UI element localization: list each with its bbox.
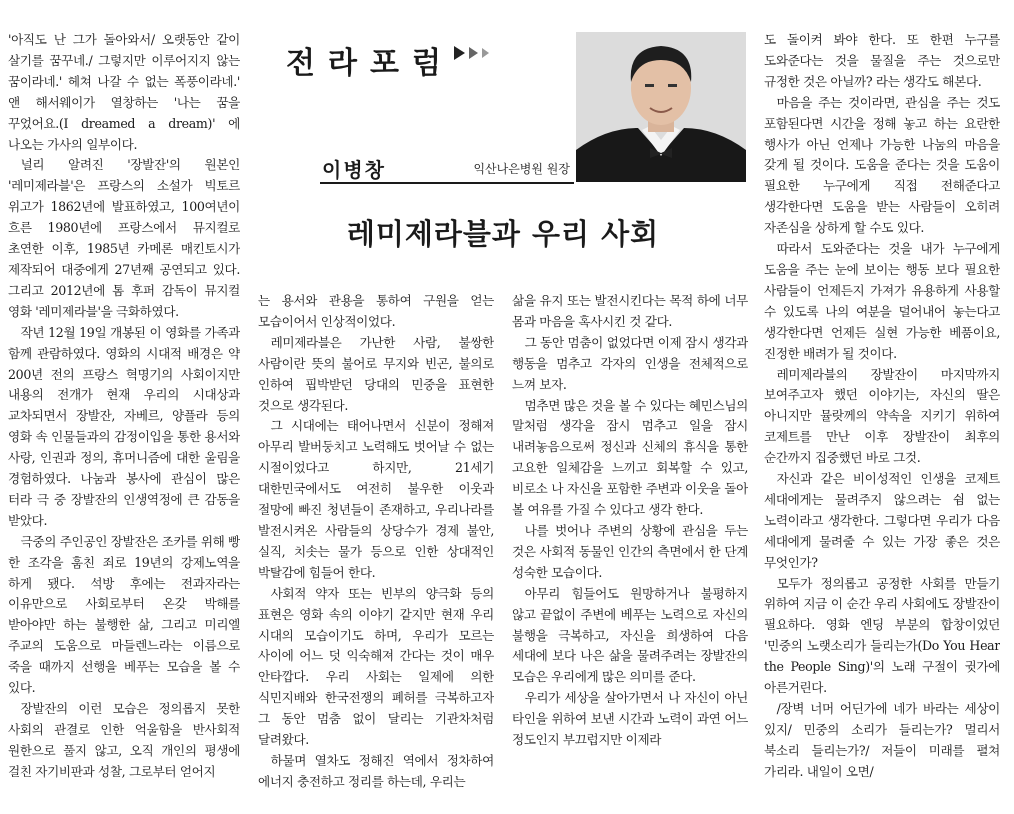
headline: 레미제라블과 우리 사회 — [346, 217, 660, 251]
text-column-1 — [8, 30, 240, 810]
paragraph: 도 돌이켜 봐야 한다. 또 한편 누구를 도와준다는 것을 물질을 주는 것으로만 규정한 것은 아닐까? 라는 생각도 해본다. — [764, 32, 1000, 89]
paragraph: 장발잔의 이런 모습은 정의롭지 못한 사회의 관결로 인한 억울함을 반사회적 원한으로 풀지 않고, 오직 개인의 평생에 걸친 자기비판과 성찰, 그로부터 얻어지 — [8, 701, 240, 779]
paragraph: 사회적 약자 또는 빈부의 양극화 등의 표현은 영화 속의 이야기 같지만 현재 우리 시대의 모습이기도 하며, 우리가 모르는 사이에 어느 덧 익숙해져 간다는 것이 매우 안타깝다. 우리 사회는 일제에 의한 식민지배와 한국전쟁의 폐허를 극복하고자 그 동안 멈춤 없이 달리는 기관차처럼 달려왔다. — [258, 585, 494, 748]
author-byline — [320, 152, 574, 184]
triangle-icon — [454, 46, 465, 60]
paragraph: 그 동안 멈춤이 없었다면 이제 잠시 생각과 행동을 멈추고 각자의 인생을 전체적으로 느껴 보자. — [512, 334, 748, 392]
paragraph: 극중의 주인공인 장발잔은 조카를 위해 빵 한 조각을 훔친 죄로 19년의 강제노역을 하게 됐다. 석방 후에는 전과자라는 이유만으로 사회로부터 온갖 박해를 받아야만 하는 불행한 삶, 그리고 미리엘 주교의 도움으로 마들렌느라는 이름으로 죽을 때까지 선행을 베푸는 모습을 볼 수 있다. — [8, 533, 240, 696]
text-column-2 — [258, 291, 494, 810]
paragraph: '아직도 난 그가 돌아와서/ 오랫동안 같이 살기를 꿈꾸네./ 그렇지만 이루어지지 않는 꿈이라네.' 헤쳐 나갈 수 없는 폭풍이라네.' 앤 해서웨이가 열창하는 '나는 꿈을 꾸었어요.(I dreamed a dream)' 에 나오는 가사의 일부이다. — [8, 32, 240, 152]
paragraph: 나를 벗어나 주변의 상황에 관심을 두는 것은 사회적 동물인 인간의 측면에서 한 단계 성숙한 모습이다. — [512, 522, 748, 580]
text-column-4 — [764, 30, 1000, 810]
paragraph: 멈추면 많은 것을 볼 수 있다는 혜민스님의 말처럼 생각을 잠시 멈추고 일을 잠시 내려놓음으로써 정신과 신체의 휴식을 통한 고요한 일체감을 느끼고 회복할 수 있고, 비로소 나 자신을 포함한 주변과 이웃을 돌아 볼 여유를 가질 수 있다고 생각 한다. — [512, 397, 748, 518]
author-name: 이병창 — [322, 158, 386, 182]
column-header — [258, 28, 748, 188]
paragraph: 아무리 힘들어도 원망하거나 불평하지 않고 끝없이 주변에 베푸는 노력으로 자신의 불행을 극복하고, 자신을 희생하여 다음 세대에 보다 나은 삶을 물려주려는 장발잔의 모습은 우리에게 많은 의미를 준다. — [512, 585, 748, 685]
paragraph: 하물며 열차도 정해진 역에서 정차하여 에너지 충전하고 정리를 하는데, 우리는 — [258, 752, 494, 789]
paragraph: 마음을 주는 것이라면, 관심을 주는 것도 포함된다면 시간을 정해 놓고 하는 요란한 행사가 아닌 언제나 가능한 나눔의 마음을 갖게 될 것이다. 도움을 준다는 것을 도움이 필요한 누구에게 직접 전해준다고 생각한다면 도움을 받는 사람들이 오히려 자존심을 상하게 할 수도 있다. — [764, 94, 1000, 236]
paragraph: 레미제라블은 가난한 사람, 불쌍한 사람이란 뜻의 불어로 무지와 빈곤, 불의로 인하여 핍박받던 당대의 민중을 표현한 것으로 생각된다. — [258, 334, 494, 413]
paragraph: 따라서 도와준다는 것을 내가 누구에게 도움을 주는 눈에 보이는 행동 보다 필요한 사람들이 언제든지 가져가 유용하게 사용할 수 있도록 나의 여분을 덜어내어 놓는다고 생각한다면 언제든 실현 가능한 베품이요, 진정한 배려가 될 것이다. — [764, 241, 1000, 361]
triangle-icon — [482, 48, 489, 58]
paragraph: /장벽 너머 어딘가에 네가 바라는 세상이 있지/ 민중의 소리가 들리는가? 멀리서 북소리 들리는가?/ 저들이 미래를 펼쳐 가리라. 내일이 오면/ — [764, 701, 1000, 779]
triangle-icon — [469, 47, 478, 59]
paragraph: 모두가 정의롭고 공정한 사회를 만들기 위하여 지금 이 순간 우리 사회에도 장발잔이 필요하다. 영화 엔딩 부분의 합창이었던 '민중의 노랫소리가 들리는가(Do You Hear the People Sing)'의 노래 구절이 귓가에 아른거린다. — [764, 575, 1000, 696]
paragraph: 자신과 같은 비이성적인 인생을 코제트 세대에게는 물려주지 않으려는 쉼 없는 노력이라고 생각한다. 그렇다면 우리가 다음 세대에게 물려줄 수 있는 가장 좋은 것은 무엇인가? — [764, 471, 1000, 570]
paragraph: 레미제라블의 장발잔이 마지막까지 보여주고자 했던 이야기는, 자신의 딸은 아니지만 뮬랏께의 약속을 지키기 위하여 코제트를 만난 이후 장발잔이 최후의 순간까지 집중했던 바로 그것. — [764, 366, 1000, 466]
paragraph: 우리가 세상을 살아가면서 나 자신이 아닌 타인을 위하여 보낸 시간과 노력이 과연 어느 정도인지 부끄럽지만 이제라 — [512, 690, 748, 748]
text-column-3 — [512, 291, 748, 810]
author-photo — [576, 32, 746, 182]
author-title: 익산나은병원 원장 — [473, 162, 570, 176]
paragraph: 삶을 유지 또는 발전시킨다는 목적 하에 너무 몸과 마음을 혹사시킨 것 같다. — [512, 293, 748, 329]
paragraph: 는 용서와 관용을 통하여 구원을 얻는 모습이어서 인상적이었다. — [258, 293, 494, 329]
paragraph: 널리 알려진 '장발잔'의 원본인 '레미제라블'은 프랑스의 소설가 빅토르 위고가 1862년에 발표하였고, 100여년이 흐른 1980년에 프랑스에서 뮤지컬로 초연한 이후, 1985년 카메론 매킨토시가 제작되어 대중에게 27년째 공연되고 있다. 그리고 2012년에 톰 후퍼 감독이 뮤지컬 영화 '레미제라블'을 극화하였다. — [8, 157, 240, 319]
arrows-icon — [454, 46, 489, 60]
paragraph: 작년 12월 19일 개봉된 이 영화를 가족과 함께 관람하였다. 영화의 시대적 배경은 약 200년 전의 프랑스 혁명기의 사회이지만 내용의 전개가 현재 우리의 시대상과 교차되면서 장발잔, 자베르, 양플라 등의 영화 속 인물들과의 감정이입을 통한 용서와 사랑, 인권과 정의, 휴머니즘에 대한 울림을 경험하였다. 나눔과 봉사에 관심이 많은 터라 극 중 장발잔의 인생역정에 큰 감동을 받았다. — [8, 324, 240, 528]
paragraph: 그 시대에는 태어나면서 신분이 정해져 아무리 발버둥치고 노력해도 벗어날 수 없는 시절이었다고 하지만, 21세기 대한민국에서도 여전히 불우한 이웃과 절망에 빠진 청년들이 존재하고, 우리나라를 발전시켜온 사람들의 상당수가 경제 불안, 실직, 치솟는 물가 등으로 인한 상대적인 박탈감에 힘들어 한다. — [258, 418, 494, 580]
section-label: 전라포럼 — [286, 46, 454, 81]
